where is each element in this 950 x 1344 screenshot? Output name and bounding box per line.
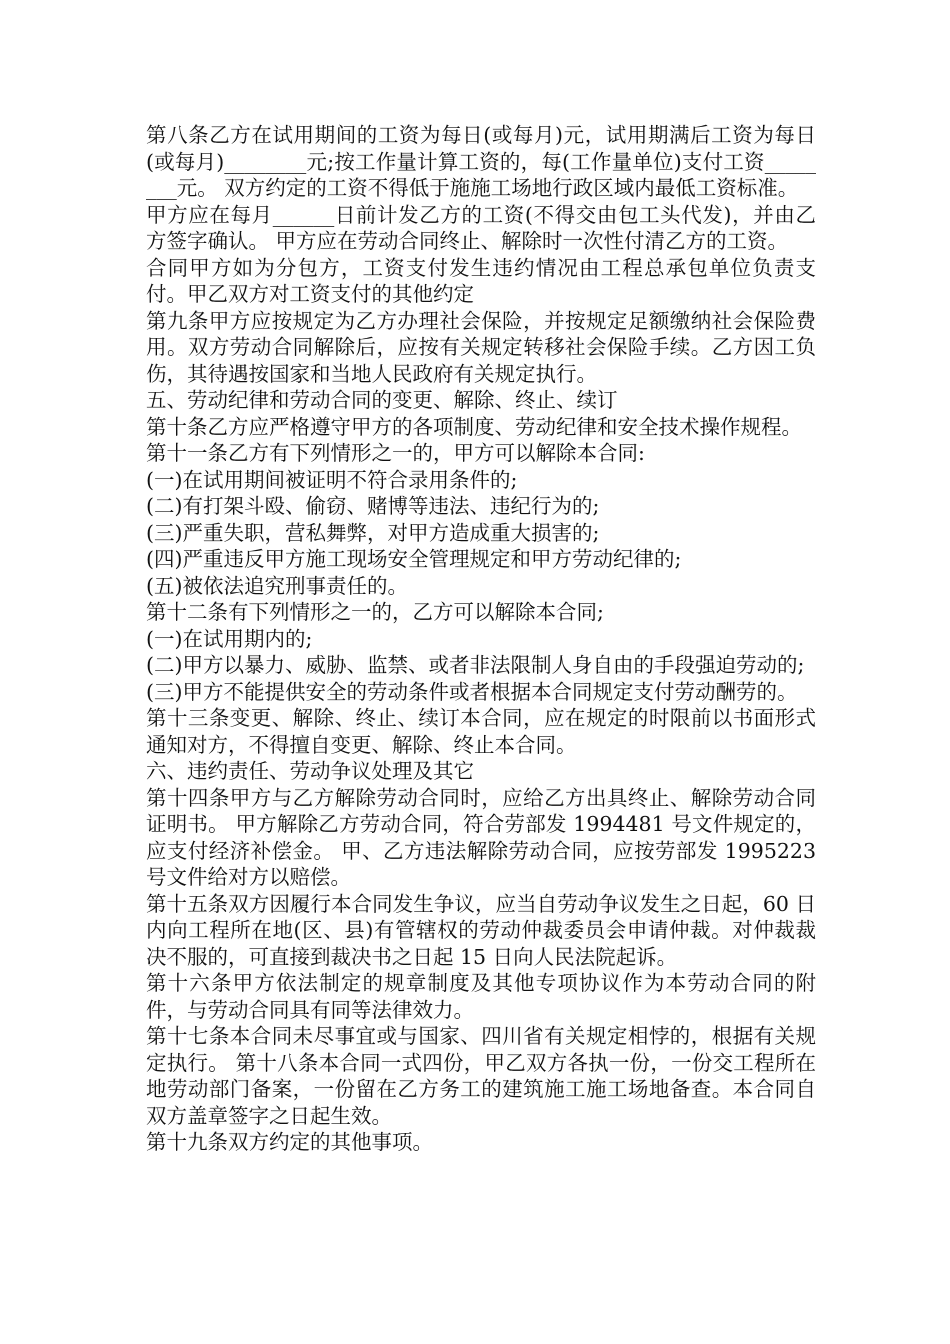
- paragraph-article-11: 第十一条乙方有下列情形之一的，甲方可以解除本合同:: [146, 441, 645, 465]
- paragraph-article-13: 第十三条变更、解除、终止、续订本合同，应在规定的时限前以书面形式通知对方，不得擅自变更、解除、终止本合同。: [146, 706, 816, 757]
- section-heading-6: 六、违约责任、劳动争议处理及其它: [146, 759, 474, 783]
- paragraph-article-12: 第十二条有下列情形之一的，乙方可以解除本合同;: [146, 600, 604, 624]
- paragraph-article-15: 第十五条双方因履行本合同发生争议，应当自劳动争议发生之日起，60 日内向工程所在地(区、县)有管辖权的劳动仲裁委员会申请仲裁。对仲裁裁决不服的，可直接到裁决书之日起 15 日向人民法院起诉。: [146, 891, 816, 969]
- paragraph-subcontractor: 合同甲方如为分包方，工资支付发生违约情况由工程总承包单位负责支付。甲乙双方对工资支付的其他约定: [146, 255, 816, 306]
- paragraph-article-9: 第九条甲方应按规定为乙方办理社会保险，并按规定足额缴纳社会保险费用。双方劳动合同解除后，应按有关规定转移社会保险手续。乙方因工负伤，其待遇按国家和当地人民政府有关规定执行。: [146, 308, 816, 386]
- list-item-12-2: (二)甲方以暴力、威胁、监禁、或者非法限制人身自由的手段强迫劳动的;: [146, 653, 805, 677]
- document-page: [146, 122, 823, 1156]
- paragraph-article-10: 第十条乙方应严格遵守甲方的各项制度、劳动纪律和安全技术操作规程。: [146, 414, 802, 439]
- section-heading-5: 五、劳动纪律和劳动合同的变更、解除、终止、续订: [146, 388, 618, 412]
- list-item-11-2: (二)有打架斗殴、偷窃、赌博等违法、违纪行为的;: [146, 494, 600, 518]
- list-item-12-1: (一)在试用期内的;: [146, 626, 313, 651]
- paragraph-salary-payment: 甲方应在每月______日前计发乙方的工资(不得交由包工头代发)，并由乙方签字确认。 甲方应在劳动合同终止、解除时一次性付清乙方的工资。: [146, 202, 816, 253]
- list-item-12-3: (三)甲方不能提供安全的劳动条件或者根据本合同规定支付劳动酬劳的。: [146, 679, 798, 704]
- list-item-11-1: (一)在试用期间被证明不符合录用条件的;: [146, 467, 518, 492]
- paragraph-article-14: 第十四条甲方与乙方解除劳动合同时，应给乙方出具终止、解除劳动合同证明书。 甲方解除乙方劳动合同，符合劳部发 1994481 号文件规定的，应支付经济补偿金。 甲、乙方违法解除劳动合同，应按劳部发 1995223 号文件给对方以赔偿。: [146, 785, 823, 889]
- paragraph-article-17-18: 第十七条本合同未尽事宜或与国家、四川省有关规定相悖的，根据有关规定执行。 第十八条本合同一式四份，甲乙双方各执一份，一份交工程所在地劳动部门备案，一份留在乙方务工的建筑施工施工场地备查。本合同自双方盖章签字之日起生效。: [146, 1024, 816, 1128]
- list-item-11-5: (五)被依法追究刑事责任的。: [146, 573, 408, 598]
- list-item-11-4: (四)严重违反甲方施工现场安全管理规定和甲方劳动纪律的;: [146, 547, 682, 571]
- paragraph-article-19: 第十九条双方约定的其他事项。: [146, 1130, 433, 1154]
- paragraph-article-8: 第八条乙方在试用期间的工资为每日(或每月)元，试用期满后工资为每日(或每月)________元;按工作量计算工资的，每(工作量单位)支付工资________元。 双方约定的工资不得低于施施工场地行政区域内最低工资标准。: [146, 123, 816, 200]
- list-item-11-3: (三)严重失职，营私舞弊，对甲方造成重大损害的;: [146, 520, 600, 545]
- paragraph-article-16: 第十六条甲方依法制定的规章制度及其他专项协议作为本劳动合同的附件，与劳动合同具有同等法律效力。: [146, 971, 816, 1022]
